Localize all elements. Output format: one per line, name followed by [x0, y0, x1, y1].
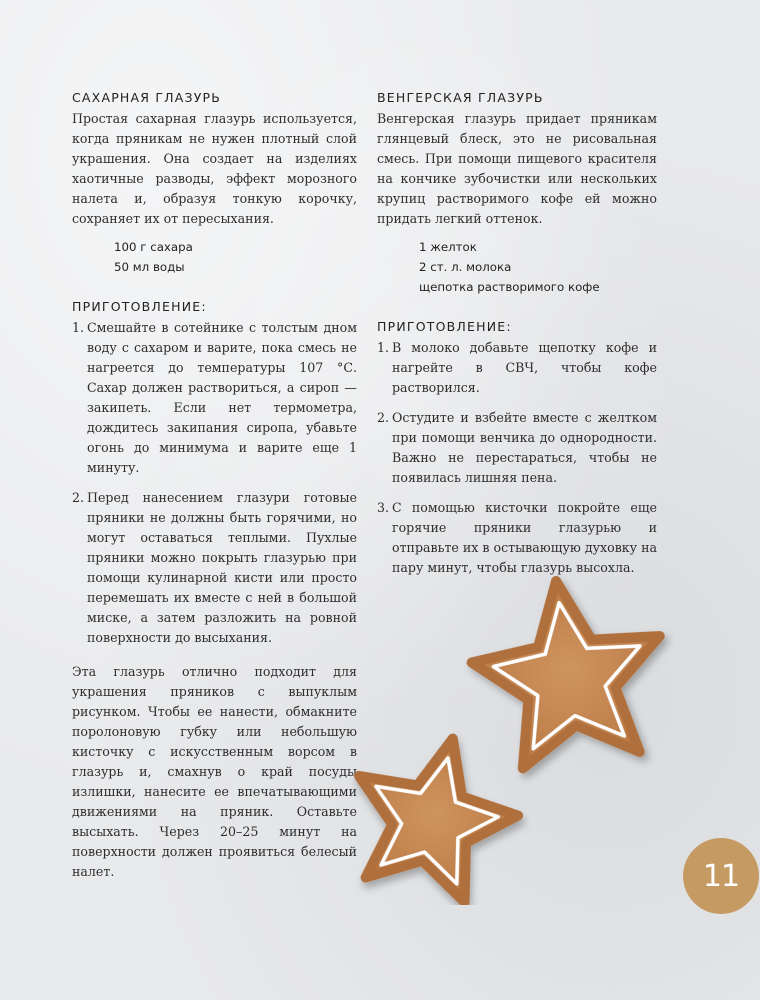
step-item	[72, 488, 357, 648]
hungarian-glaze-intro: Венгерская глазурь придает пряникам глянцевый блеск, это не рисовальная смесь. При помощи пищевого красителя на кончике зубочистки или нескольких крупиц растворимого кофе ей можно придать легкий оттенок.	[377, 111, 657, 226]
step-text: Перед нанесением глазури готовые пряники не должны быть горячими, но могут оставаться теплыми. Пухлые пряники можно покрыть глазурью при помощи кулинарной кисти или просто перемешать их вместе с ней в большой миске, а затем разложить на ровной поверхности до высыхания.	[87, 490, 357, 645]
sugar-glaze-title: САХАРНАЯ ГЛАЗУРЬ	[72, 90, 222, 105]
step-number: 1.	[72, 320, 85, 335]
step-text: Смешайте в сотейнике с толстым дном воду с сахаром и варите, пока смесь не нагреется до температуры 107 °С. Сахар должен раствориться, а сироп — закипеть. Если нет термометра, дождитесь закипания сиропа, убавьте огонь до минимума и варите еще 1 минуту.	[87, 320, 357, 475]
left-column	[72, 90, 357, 882]
ingredient-item: 2 ст. л. молока	[419, 260, 512, 274]
hungarian-glaze-ingredients	[419, 237, 657, 297]
page-number-badge	[683, 838, 759, 914]
star-cookie-lower	[336, 719, 533, 905]
step-text: С помощью кисточки покройте еще горячие пряники глазурью и отправьте их в остывающую духовку на пару минут, чтобы глазурь высохла.	[392, 500, 657, 575]
hungarian-glaze-steps	[377, 338, 657, 578]
step-item	[377, 338, 657, 398]
sugar-glaze-intro: Простая сахарная глазурь используется, когда пряникам не нужен плотный слой украшения. Она создает на изделиях хаотичные разводы, эффект морозного налета и, образуя тонкую корочку, сохраняет их от пересыхания.	[72, 111, 357, 226]
ingredient-item: 100 г сахара	[114, 240, 193, 254]
hungarian-glaze-prep-title: ПРИГОТОВЛЕНИЕ:	[377, 319, 512, 334]
step-item	[377, 408, 657, 488]
hungarian-glaze-title: ВЕНГЕРСКАЯ ГЛАЗУРЬ	[377, 90, 544, 105]
sugar-glaze-steps	[72, 318, 357, 648]
right-column	[377, 90, 657, 588]
step-item	[72, 318, 357, 478]
sugar-glaze-prep-title: ПРИГОТОВЛЕНИЕ:	[72, 299, 207, 314]
step-number: 3.	[377, 500, 390, 515]
sugar-glaze-ingredients	[114, 237, 357, 277]
step-number: 2.	[377, 410, 390, 425]
gingerbread-cookies-image	[330, 560, 675, 905]
ingredient-item: щепотка растворимого кофе	[419, 280, 600, 294]
sugar-glaze-usage: Эта глазурь отлично подходит для украшения пряников с выпуклым рисунком. Чтобы ее нанести, обмакните поролоновую губку или небольшую кисточку с искусственным ворсом в глазурь и, смахнув о край посуды излишки, нанесите ее впечатывающими движениями на пряник. Оставьте высыхать. Через 20–25 минут на поверхности должен проявиться белесый налет.	[72, 664, 357, 879]
star-cookie-upper	[462, 568, 675, 774]
ingredient-item: 1 желток	[419, 240, 477, 254]
step-number: 1.	[377, 340, 390, 355]
page-number: 11	[702, 858, 740, 894]
step-text: В молоко добавьте щепотку кофе и нагрейте в СВЧ, чтобы кофе растворился.	[392, 340, 657, 395]
step-number: 2.	[72, 490, 85, 505]
ingredient-item: 50 мл воды	[114, 260, 185, 274]
step-text: Остудите и взбейте вместе с желтком при помощи венчика до однородности. Важно не перестараться, чтобы не появилась лишняя пена.	[392, 410, 657, 485]
